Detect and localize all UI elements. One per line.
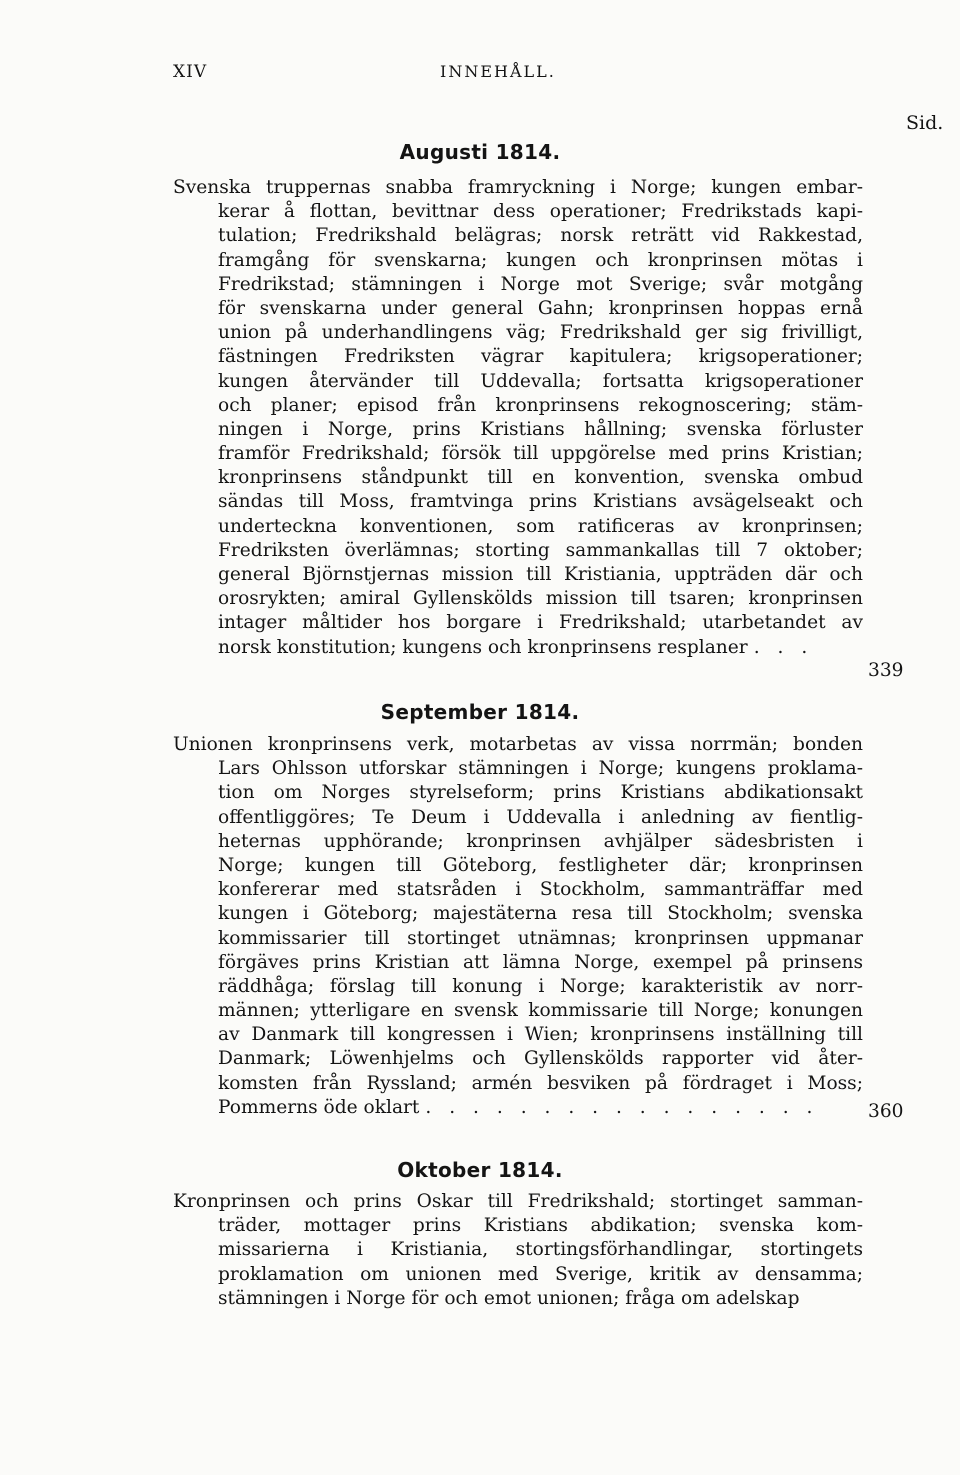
entry-line: räddhåga; förslag till konung i Norge; karakteristik av norr- <box>218 975 863 997</box>
entry-line: förgäves prins Kristian att lämna Norge, exempel på prinsens <box>218 951 863 973</box>
entry-line <box>173 636 863 660</box>
dot-leader: . . . <box>753 636 814 658</box>
toc-entry <box>173 176 863 660</box>
entry-line: proklamation om unionen med Sverige, kritik av densamma; <box>218 1263 863 1285</box>
dot-leader: . . . . . . . . . . . . . . . . . <box>425 1096 819 1118</box>
entry-line-text: norsk konstitution; kungens och kronprinsens resplaner <box>218 636 748 658</box>
entry-line: framgång för svenskarna; kungen och kronprinsen mötas i <box>218 249 863 271</box>
entry-line: konfererar med statsråden i Stockholm, sammanträffar med <box>218 879 863 901</box>
entry-line: tulation; Fredrikshald belägras; norsk reträtt vid Rakkestad, <box>218 225 863 247</box>
entry-line: Danmark; Löwenhjelms och Gyllenskölds rapporter vid åter- <box>218 1048 863 1070</box>
entry-line: sändas till Moss, framtvinga prins Kristians avsägelseakt och <box>218 491 863 513</box>
entry-line-text: Pommerns öde oklart <box>218 1096 420 1118</box>
entry-line: stämningen i Norge för och emot unionen; fråga om adelskap <box>218 1287 800 1309</box>
entry-line: kronprinsens ståndpunkt till en konvention, svenska ombud <box>218 467 863 489</box>
entry-line: union på underhandlingens väg; Fredrikshald ger sig frivilligt, <box>218 322 863 344</box>
entry-line: offentliggöres; Te Deum i Uddevalla i anledning av fientlig- <box>218 806 863 828</box>
entry-line: framför Fredrikshald; försök till uppgörelse med prins Kristian; <box>218 443 863 465</box>
page-number: XIV <box>173 62 208 82</box>
entry-line: Fredrikstad; stämningen i Norge mot Sverige; svår motgång <box>218 273 863 295</box>
month-heading: Oktober 1814. <box>397 1158 563 1182</box>
running-head: INNEHÅLL. <box>440 62 556 81</box>
entry-line: av Danmark till kongressen i Wien; kronprinsens inställning till <box>218 1024 863 1046</box>
entry-line: general Björnstjernas mission till Kristiania, uppträden där och <box>218 564 863 585</box>
page-reference: 360 <box>868 1101 904 1122</box>
entry-line: och planer; episod från kronprinsens rekognoscering; stäm- <box>218 394 863 416</box>
entry-line: Fredriksten överlämnas; storting sammankallas till 7 oktober; <box>218 539 863 561</box>
entry-line: kungen återvänder till Uddevalla; fortsatta krigsoperationer <box>218 370 863 392</box>
toc-entry <box>173 733 863 1120</box>
entry-line: fästningen Fredriksten vägrar kapitulera; krigsoperationer; <box>218 346 863 368</box>
entry-line: Lars Ohlsson utforskar stämningen i Norge; kungens proklama- <box>218 758 863 780</box>
entry-line: intager måltider hos borgare i Fredrikshald; utarbetandet av <box>218 612 863 634</box>
month-heading: September 1814. <box>380 700 580 724</box>
entry-line: heternas upphörande; kronprinsen avhjälper sädesbristen i <box>218 830 863 852</box>
entry-line: kungen i Göteborg; majestäterna resa till Stockholm; svenska <box>218 903 863 925</box>
entry-line: kerar å flottan, bevittnar dess operationer; Fredrikstads kapi- <box>218 201 863 223</box>
entry-line: för svenskarna under general Gahn; kronprinsen hoppas ernå <box>218 297 863 319</box>
entry-line: orosrykten; amiral Gyllenskölds mission till tsaren; kronprinsen <box>218 588 863 610</box>
entry-line: männen; ytterligare en svensk kommissarie till Norge; konungen <box>218 1000 863 1022</box>
entry-line: komsten från Ryssland; armén besviken på fördraget i Moss; <box>218 1072 863 1094</box>
entry-line <box>173 1096 863 1120</box>
page-reference: 339 <box>868 660 904 681</box>
entry-line: underteckna konventionen, som ratificeras av kronprinsen; <box>218 515 863 537</box>
entry-line: Norge; kungen till Göteborg, festligheter där; kronprinsen <box>218 854 863 876</box>
entry-line: träder, mottager prins Kristians abdikation; svenska kom- <box>218 1215 863 1237</box>
page-column-label: Sid. <box>906 112 944 134</box>
month-heading: Augusti 1814. <box>399 140 561 164</box>
entry-line: kommissarier till stortinget utnämnas; kronprinsen uppmanar <box>218 927 863 949</box>
entry-line: ningen i Norge, prins Kristians hållning; svenska förluster <box>218 418 863 440</box>
entry-line: tion om Norges styrelseform; prins Kristians abdikationsakt <box>218 782 863 804</box>
entry-line: missarierna i Kristiania, stortingsförhandlingar, stortingets <box>218 1239 863 1261</box>
entry-line: Svenska truppernas snabba framryckning i Norge; kungen embar- <box>173 177 863 198</box>
page-header <box>0 62 960 134</box>
entry-line: Unionen kronprinsens verk, motarbetas av vissa norrmän; bonden <box>173 734 863 755</box>
toc-entry <box>173 1190 863 1311</box>
entry-line: Kronprinsen och prins Oskar till Fredrikshald; stortinget samman- <box>173 1191 863 1212</box>
